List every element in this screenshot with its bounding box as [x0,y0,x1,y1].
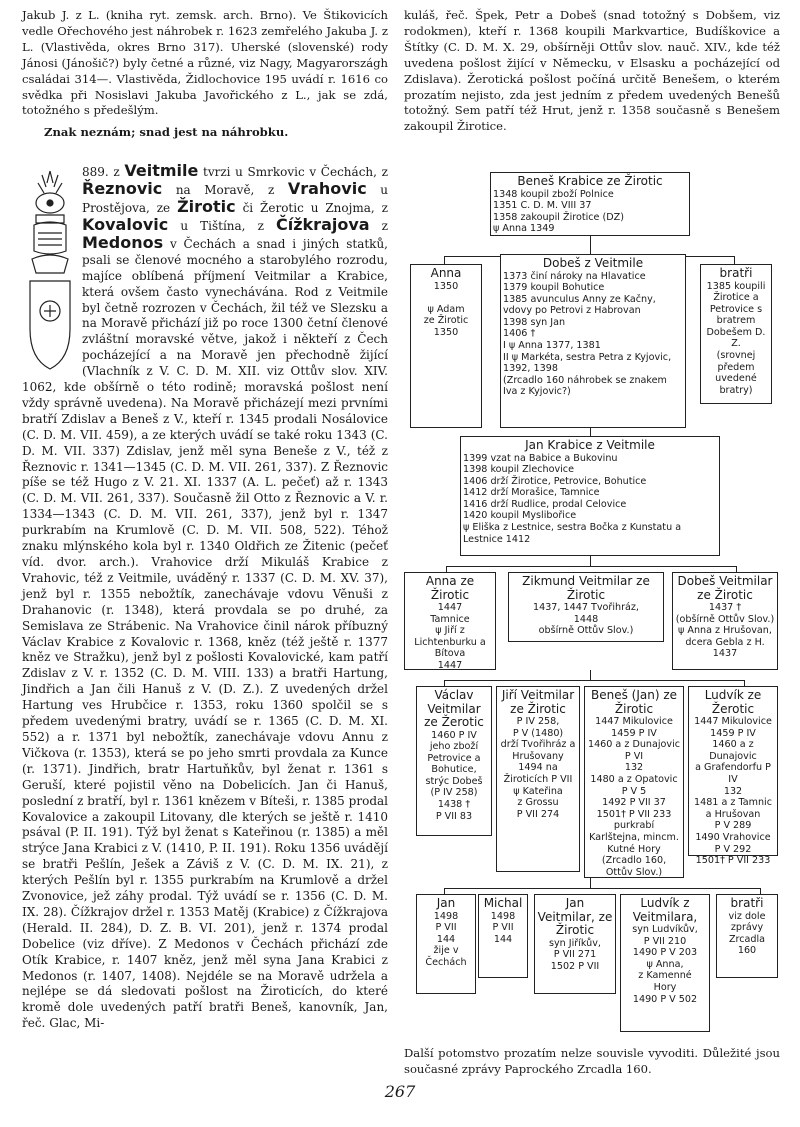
tree-root-benes: Beneš Krabice ze Žirotic 1348 koupil zboží Polnice 1351 C. D. M. VIII 37 1358 zakoupil Žirotice (DZ) ψ Anna 1349 [490,172,690,236]
entry-889 [22,163,388,1032]
tree-gen6-jan: Jan 1498 P VII 144 žije v Čechách [416,894,476,994]
coat-of-arms-icon [24,163,76,375]
tree-gen6-bratri: bratři viz dole zprávy Zrcadla 160 [716,894,778,978]
intro-paragraph: Jakub J. z L. (kniha ryt. zemsk. arch. Brno). Ve Štikovicích vedle Ořechového jest náhrobek r. 1623 zemřelého Jakuba J. z L. (Vlastivěda, okres Brno 317). Uherské (slovenské) rody Jánosi (Jánošič?) byly četné a různé, viz Nagy, Magyarországh családai 314—. Vlastivěda, Židlochovice 195 uvádí r. 1616 co svědka při Nosislavi Jakuba Javořického z L., jak se zdá, totožného s předešlým. [22,8,388,118]
tree-gen4-dobes: Dobeš Veitmilar ze Žirotic 1437 † (obšírně Ottův Slov.) ψ Anna z Hrušovan, dcera Gebla z H. 1437 [672,572,778,670]
tree-gen5-vaclav: Václav Veitmilar ze Žerotic 1460 P IV jeho zboží Petrovice a Bohutice, strýc Dobeš (P IV 258) 1438 † P VII 83 [416,686,492,836]
entry-body: statků, psali se členové mocného a starobylého rozrodu, majíce oblíbená příjmení Veitmilar a Krabice, která ovšem často vynechávána. Rod z Veitmile byl četně rozrozen v Čechách, žil též ve Slezsku a na Moravě přichází již po roce 1300 četní členové zvláštní moravské větve, jakož i někteří z Čech pocházející a na Moravě jen přechodně žijící (Vlachník z V. C. D. M. XII. viz Ottův slov. XIV. 1062, kde obšírně o této rodině; moravská pošlost není vždy správně uvedena). Na Moravě přicházejí mezi prvními bratří Zdislav a Beneš z V., kteří r. 1345 prodali Nosálovice (C. D. M. VII. 459), a ze kterých uvádí se také roku 1343 (C. D. M. VII. 337) Zdislav, jenž měl syna Beneše z V., též z Řeznovic r. 1341—1345 (C. D. M. VII. 261, 337). Z Řeznovic píše se též Hugo z V. 21. XI. 1337 (A. L. pečeť) až r. 1343 (C. D. M. VII. 261, 337). Současně žil Otto z Řeznovic a V. r. 1334—1343 (C. D. M. VII. 261, 337), jenž byl r. 1347 purkrabím na Krumlově (C. D. M. VII. 508, 522). Téhož znaku mlýnského kola byl r. 1340 Oldřich ze Žitenic (pečeť víd. dvor. arch.). Vrahovice drží Mikuláš Krabice z Vrahovic, též z Veitmile, uváděný r. 1337 (C. D. M. XV. 37), jenž byl r. 1355 nebožtík, zanechávaje vdovu Věnuši z Drahanovic (r. 1348), která provdala se po druhé, za Semislava ze Strábenic. Na Vrahovice činil nárok příbuzný Václav Krabice z Kovalovic r. 1368, kněz (též ještě r. 1377 kněz ve Stražku), jenž byl z pošlosti Kovalovické, kam patří Zdislav z V. r. 1352 (C. D. M. VIII. 133) a bratři Hartung, Jindřich a Jan čili Hanuš z V. (D. Z.). Z uvedených držel Hartung ves Hrubčice r. 1353, roku 1360 spolčil se s předem uvedenými bratry, uvádí se r. 1365 (C. D. M. XI. 552) a r. 1371 byl nebožtík, zanechávaje vdovu Annu z Vičkova (r. 1353), která se po jeho smrti provdala za Kunce (r. 1371). Jindřich, bratr Hartuňkův, byl ženat r. 1361 s Geruší, které pojistil věno na Dobelicích. Jan či Hanuš, poslední z bratří, byl r. 1361 knězem v Bíteši, r. 1385 prodal Kovalovice a zakoupil Litovany, dle kterých se ještě r. 1410 psával (P. II. 191). Týž byl ženat s Kateřinou (r. 1385) a měl strýce Jana Krabici z V. (1410, P. II. 191). Roku 1356 uvádějí se bratři Pešlín, Ješek a Záviš z V. (C. D. M. IX. 21), z kterých Pešlín byl r. 1355 purkrabím na Krumlově a držel Zvonovice, jež záhy prodal. Týž uvádí se r. 1356 (C. D. M. IX. 28). Čížkrajov držel r. 1353 Matěj (Krabice) z Čížkrajova (Herald. II. 284), D. Z. B. VI. 201), jenž r. 1374 prodal Dobelice (viz dříve). Z Medonos v Čechách přichází zde Otík Krabice, r. 1407 kněz, jenž měl syna Jana Krabici z Medonos (r. 1407, 1408). Nejdéle se na Moravě udržela a nejlépe se dá sledovati pošlost na Žiroticích, do které kromě dole uvedených patří bratři Beneš, kanovník, Jan, řeč. Glac, Mi- [22,236,388,1031]
family-tree [404,170,780,1050]
right-column [404,8,780,135]
tree-gen2-bratri: bratři 1385 koupili Žirotice a Petrovice s bratrem Dobešem D. Z. (srovnej předem uvedené bratry) [700,264,772,404]
tree-gen6-michal: Michal 1498 P VII 144 [478,894,528,978]
tree-gen2-dobes: Dobeš z Veitmile 1373 činí nároky na Hlavatice 1379 koupil Bohutice 1385 avunculus Anny ze Kačny, vdovy po Petrovi z Habrovan 1398 syn Jan 1406 † I ψ Anna 1377, 1381 II ψ Markéta, sestra Petra z Kyjovic, 1392, 1398 (Zrcadlo 160 náhrobek se znakem Iva z Kyjovic?) [500,254,686,428]
page-number: 267 [384,1082,416,1101]
tree-gen4-anna: Anna ze Žirotic 1447 Tamnice ψ Jiří z Lichtenburku a Bítova 1447 [404,572,496,670]
entry-number: 889. [82,165,109,180]
entry-heading: 889. z Veitmile tvrzi u Smrkovic v Čechách, z Řeznovic na Moravě, z Vrahovic u Prostějova, ze Žirotic či Žerotic u Znojma, z Kovalovic u Tištína, z Čížkrajova z Medonos v Čechách a snad i jiných statků, psali se členové mocného a starobylého rozrodu, majíce oblíbená příjmení Veitmilar a Krabice, která ovšem často vynechávána. Rod z Veitmile byl četně rozrozen v Čechách, žil též ve Slezsku a na Moravě přichází již po roce 1300 četní členové zvláštní moravské větve, jakož i někteří z Čech pocházející a na Moravě jen přechodně žijící (Vlachník z V. C. D. M. XII. viz Ottův slov. XIV. 1062, kde obšírně o této rodině; moravská pošlost není vždy správně uvedena). Na Moravě přicházejí mezi prvními bratří Zdislav a Beneš z V., kteří r. 1345 prodali Nosálovice (C. D. M. VII. 459), a ze kterých uvádí se také roku 1343 (C. D. M. VII. 337) Zdislav, jenž měl syna Beneše z V., též z Řeznovic r. 1341—1345 (C. D. M. VII. 261, 337). Z Řeznovic píše se též Hugo z V. 21. XI. 1337 (A. L. pečeť) až r. 1343 (C. D. M. VII. 261, 337). Současně žil Otto z Řeznovic a V. r. 1334—1343 (C. D. M. VII. 261, 337), jenž byl r. 1347 purkrabím na Krumlově (C. D. M. VII. 508, 522). Téhož znaku mlýnského kola byl r. 1340 Oldřich ze Žitenic (pečeť víd. dvor. arch.). Vrahovice drží Mikuláš Krabice z Vrahovic, též z Veitmile, uváděný r. 1337 (C. D. M. XV. 37), jenž byl r. 1355 nebožtík, zanechávaje vdovu Věnuši z Drahanovic (r. 1348), která provdala se po druhé, za Semislava ze Strábenic. Na Vrahovice činil nárok příbuzný Václav Krabice z Kovalovic r. 1368, kněz (též ještě r. 1377 kněz ve Stražku), jenž byl z pošlosti Kovalovické, kam patří Zdislav z V. r. 1352 (C. D. M. VIII. 133) a bratři Hartung, Jindřich a Jan čili Hanuš z V. (D. Z.). Z uvedených držel Hartung ves Hrubčice r. 1353, roku 1360 spolčil se s předem uvedenými bratry, uvádí se r. 1365 (C. D. M. XI. 552) a r. 1371 byl nebožtík, zanechávaje vdovu Annu z Vičkova (r. 1353), která se po jeho smrti provdala za Kunce (r. 1371). Jindřich, bratr Hartuňkův, byl ženat r. 1361 s Geruší, které pojistil věno na Dobelicích. Jan či Hanuš, poslední z bratří, byl r. 1361 knězem v Bíteši, r. 1385 prodal Kovalovice a zakoupil Litovany, dle kterých se ještě r. 1410 psával (P. II. 191). Týž byl ženat s Kateřinou (r. 1385) a měl strýce Jana Krabici z V. (1410, P. II. 191). Roku 1356 uvádějí se bratři Pešlín, Ješek a Záviš z V. (C. D. M. IX. 21), z kterých Pešlín byl r. 1355 purkrabím na Krumlově a držel Zvonovice, jež záhy prodal. Týž uvádí se r. 1356 (C. D. M. IX. 28). Čížkrajov držel r. 1353 Matěj (Krabice) z Čížkrajova (Herald. II. 284), D. Z. B. VI. 201), jenž r. 1374 prodal Dobelice (viz dříve). Z Medonos v Čechách přichází zde Otík Krabice, r. 1407 kněz, jenž měl syna Jana Krabici z Medonos (r. 1407, 1408). Nejdéle se na Moravě udržela a nejlépe se dá sledovati pošlost na Žiroticích, do které kromě dole uvedených patří bratři Beneš, kanovník, Jan, řeč. Glac, Mi- [22,161,388,1031]
tree-gen6-jan-veitmilar: Jan Veitmilar, ze Žirotic syn Jiříkův, P VII 271 1502 P VII [534,894,616,994]
tree-gen6-ludvik: Ludvík z Veitmilara, syn Ludvíkův, P VII 210 1490 P V 203 ψ Anna, z Kamenné Hory 1490 P V 502 [620,894,710,1032]
tree-gen3-jan: Jan Krabice z Veitmile 1399 vzat na Babice a Bukovinu 1398 koupil Zlechovice 1406 drží Žirotice, Petrovice, Bohutice 1412 drží Morašice, Tamnice 1416 drží Rudlice, prodal Celovice 1420 koupil Myslibořice ψ Eliška z Lestnice, sestra Bočka z Kunstatu a Lestnice 1412 [460,436,720,556]
znak-note: Znak neznám; snad jest na náhrobku. [44,125,289,140]
tree-gen5-benes: Beneš (Jan) ze Žirotic 1447 Mikulovice 1459 P IV 1460 a z Dunajovic P VI 132 1480 a z Opatovic P V 5 1492 P VII 37 1501† P VII 233 purkrabí Karlštejna, mincm. Kutné Hory (Zrcadlo 160, Ottův Slov.) [584,686,684,878]
tree-gen2-anna: Anna 1350 ψ Adam ze Žirotic 1350 [410,264,482,428]
left-column [22,8,388,1032]
tree-gen5-jiri: Jiří Veitmilar ze Žirotic P IV 258, P V (1480) drží Tvořihráz a Hrušovany 1494 na Žiroticích P VII ψ Kateřina z Grossu P VII 274 [496,686,580,872]
tree-gen4-zikmund: Zikmund Veitmilar ze Žirotic 1437, 1447 Tvořihráz, 1448 obšírně Ottův Slov.) [508,572,664,642]
tree-footer-note: Další potomstvo prozatím nelze souvisle vyvoditi. Důležité jsou současné zprávy Paprockého Zrcadla 160. [404,1046,780,1076]
right-intro-paragraph: kuláš, řeč. Špek, Petr a Dobeš (snad totožný s Dobšem, viz rodokmen), kteří r. 1368 koupili Markvartice, Budíškovice a Štítky (C. D. M. X. 29, obšírněji Ottův slov. nauč. XIV., kde též uvedena pošlost žijící v Německu, v Elsasku a pocházející od Zdislava). Žerotická pošlost počíná určitě Benešem, o kterém prozatím nejisto, zda jest jedním z předem uvedených Benešů totožný. Sem patří též Hrut, jenž r. 1358 současně s Benešem zakoupil Žirotice. [404,8,780,134]
tree-gen5-ludvik: Ludvík ze Žerotic 1447 Mikulovice 1459 P IV 1460 a z Dunajovic a Grafendorfu P IV 132 1481 a z Tamnic a Hrušovan P V 289 1490 Vrahovice P V 292 1501† P VII 233 [688,686,778,856]
